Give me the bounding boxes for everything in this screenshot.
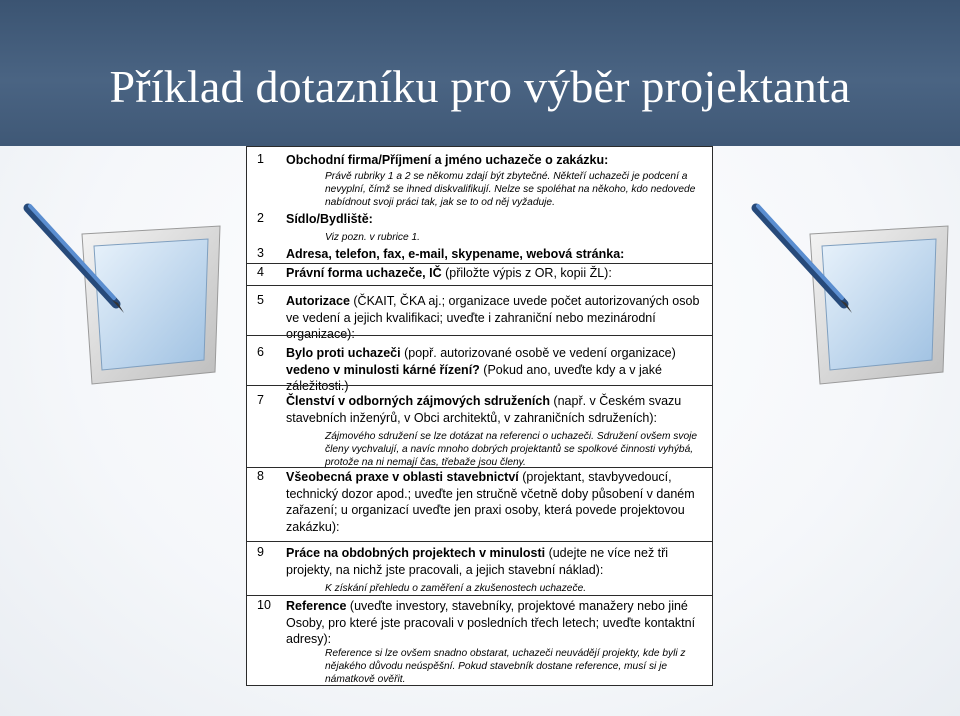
note-item-2: Viz pozn. v rubrice 1. xyxy=(325,232,420,243)
item-number: 6 xyxy=(257,345,264,359)
row-divider xyxy=(247,335,712,336)
note-item-10: Reference si lze ovšem snadno obstarat, uchazeči neuvádějí projekty, kde byli z nějakého důvodu neúspěšní. Pokud stavebník dostane reference, musí si je námatkově ověřit. xyxy=(325,648,686,685)
item-2-label: Sídlo/Bydliště: xyxy=(286,212,373,226)
row-divider xyxy=(247,285,712,286)
note-item-1: Právě rubriky 1 a 2 se někomu zdají být zbytečné. Někteří uchazeči je podcení a nevyplní, čímž se ihned diskvalifikují. Nelze se spoléhat na někoho, kdo nedovede nabídnout svoji práci tak, jak se to od něj vyžaduje. xyxy=(325,171,696,208)
page-title: Příklad dotazníku pro výběr projektanta xyxy=(109,61,851,112)
item-1-label: Obchodní firma/Příjmení a jméno uchazeče o zakázku: xyxy=(286,153,609,167)
tablet-pen-icon-right xyxy=(748,200,958,385)
item-number: 5 xyxy=(257,293,264,307)
item-number: 10 xyxy=(257,598,271,612)
item-3-label: Adresa, telefon, fax, e-mail, skypename, webová stránka: xyxy=(286,247,625,261)
note-item-7: Zájmového sdružení se lze dotázat na referenci o uchazeči. Sdružení ovšem svoje členy vychvalují, a navíc mnoho dobrých projektantů se spolkové činnosti vyhýbá, protože na ni nemají čas, třebaže jsou členy. xyxy=(325,431,698,468)
item-9-label: Práce na obdobných projektech v minulosti (udejte ne více než tři projekty, na nichž jste pracovali, a jejich stavební náklad): xyxy=(286,546,669,577)
item-number: 4 xyxy=(257,265,264,279)
item-number: 8 xyxy=(257,469,264,483)
item-number: 1 xyxy=(257,152,264,166)
item-number: 3 xyxy=(257,246,264,260)
item-number: 7 xyxy=(257,393,264,407)
tablet-pen-icon-left xyxy=(20,200,230,385)
row-divider xyxy=(247,385,712,386)
questionnaire-form xyxy=(246,146,713,686)
row-divider xyxy=(247,467,712,468)
item-10-label: Reference (uveďte investory, stavebníky, projektové manažery nebo jiné Osoby, pro které jste pracovali v posledních třech letech; uveďte kontaktní adresy): xyxy=(286,599,696,646)
note-item-9: K získání přehledu o zaměření a zkušenostech uchazeče. xyxy=(325,583,587,594)
item-4-label: Právní forma uchazeče, IČ (přiložte výpis z OR, kopii ŽL): xyxy=(286,266,612,280)
item-6-label: Bylo proti uchazeči (popř. autorizované osobě ve vedení organizace) vedeno v minulosti kárné řízení? (Pokud ano, uveďte kdy a v jaké záležitosti.) xyxy=(286,346,676,393)
item-number: 9 xyxy=(257,545,264,559)
item-8-label: Všeobecná praxe v oblasti stavebnictví (projektant, stavbyvedoucí, technický dozor apod.; uveďte jen stručně včetně doby působení v daném zařazení; u organizací uveďte jen praxi osoby, která povede projektovou zakázku): xyxy=(286,470,695,534)
item-7-label: Členství v odborných zájmových sdruženích (např. v Českém svazu stavebních inženýrů, v Obci architektů, v zahraničních sdruženích): xyxy=(286,394,682,425)
row-divider xyxy=(247,541,712,542)
item-number: 2 xyxy=(257,211,264,225)
item-5-label: Autorizace (ČKAIT, ČKA aj.; organizace uvede počet autorizovaných osob ve vedení a jejich kvalifikaci; uveďte i zahraniční nebo mezinárodní organizace): xyxy=(286,294,700,341)
row-divider xyxy=(247,263,712,264)
row-divider xyxy=(247,595,712,596)
